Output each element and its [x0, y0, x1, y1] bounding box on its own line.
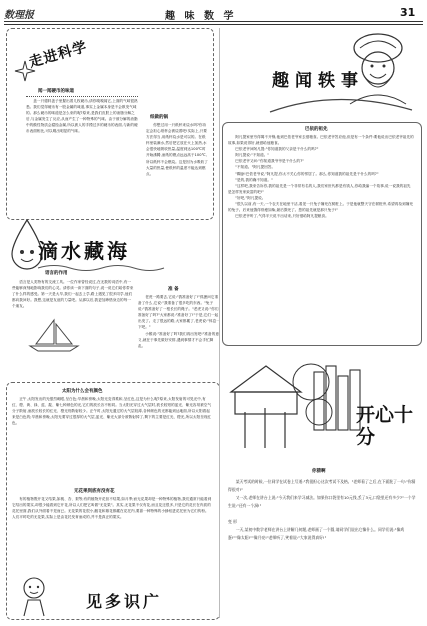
article-heading-fig: 无花果到底有没有花 [74, 489, 115, 494]
article-body-language: 语言是人类特有的交流工具。一位作家曾经说过,在无数的词语中,有一些能够深刻地影响我们的心灵。请你读一读下面的句子,说一说它们给你带来了什么样的感受。第一天是大早,我们一起去上学,路上遇见了很多同学,他们都向我问好。我想,这就是友谊的力量吧。从那以后,我更加珍惜身边的每一个朋友。 [12, 280, 134, 309]
fun-story-title-curve [266, 88, 416, 122]
article-heading-sun-color: 太阳为什么会有颜色 [62, 389, 103, 394]
article-body-bayi-ancestor: 阿凡提家里穷得揭不开锅,他到巴依老爷家去借粮食。巴依老爷答应他,但是有一个条件:要他说出巴依老爷祖先的故事,如果说得好,就借给他粮食。 巴依老爷问阿凡提:"你知道我的父亲是干什么的吗?" 阿凡提说:"不知道。" 巴依老爷又问:"你知道我爷爷是干什么的?" "不知道。"阿凡提回答。 "糊涂!巴依老爷说,"阿凡提,你太不关心你的邻居了。那么,你知道我的祖先是干什么的吗?" "是的,我的确不知道。" "这样吧,我来告诉你,我的祖先是一个非常有名的人,我们家世代都是有钱人,你给我编一个故事,说一说我的祖先是怎样发家致富的吧!" "好吧,"阿凡提说。 "很久以前,有一天,一个农夫在地里干活,看见一只兔子撞死在树桩上。于是他就整天守在树桩旁,希望再捡到撞死的兔子。后来他饿得骨瘦如柴,最后饿死了。您的祖先就是那只兔子!" 巴依老爷听了,气得半天说不出话来,只好借给阿凡提粮食。 [228, 135, 414, 219]
happy-section-title: 开心十分 [356, 404, 414, 448]
article-heading-coin-smell: 闻一闻硬币的味道 [38, 89, 74, 94]
newspaper-title: 数理报 [4, 10, 34, 21]
header-rule-thin [4, 24, 423, 25]
sailboat-icon [24, 318, 84, 356]
article-heading-language: 语言的作用 [45, 271, 68, 276]
column-rule [219, 28, 220, 618]
spark-icon [14, 60, 36, 86]
article-body-guess: 某天考试的时候,一位同学在试卷上写道:"我很担心这次考试不及格。"老师看了之后,在下面批了一句:"你猜得很对!" 又一次,老师在讲台上说:"今天我们来学习减法。如果你口袋里有10元钱,丢了3元,口袋里还有多少?"一个学生说:"还有一个洞!" 变 形 一天,某初中数学老师在讲台上讲解几何题,老师画了一个圆,请同学们说出它像什么。同学们说:"像鸡蛋!""像太阳!""像月亮!"老师听了,笑着说:"大家说得真好!" [228, 479, 416, 540]
books-icon [312, 362, 362, 436]
divider [26, 96, 138, 97]
article-body-coin-smell: 盖一只德料盖子里握出着几枚硬币,请你嗅嗅闻它,上面的气味很熟悉。我们觉得硬币有一股金属的味道,事实上金属本身是不会散发气味的。那么硬币的味道是怎么来的呢?原来,是我们皮肤上的油脂分解之后,与金属发生了反应,从而产生了一种特殊的气味。由于被分解的油脂中的酸性物质会腐蚀金属,所以被人的手摸过多的硬币的表面,与新的硬币表面相比,可以嗅出明显的气味。 [26, 99, 138, 134]
article-heading-guess: 你猜啊 [312, 469, 326, 474]
article-heading-bayi-ancestor: 巴依的祖先 [305, 127, 328, 132]
page-number: 31 [400, 6, 416, 19]
section-title: 趣 味 数 学 [165, 11, 237, 22]
header-rule [4, 21, 423, 22]
article-body-lead [144, 32, 206, 84]
science-section-title: 走进科学 [27, 39, 90, 71]
cartoon-boy-icon [14, 574, 54, 622]
article-body-fig: 有的植物既开花又结果,如桃、杏、梨等;有的植物开花但不结果,如月季;而无花果却是一种特殊的植物,我们通常只能看到它结出的果实,却很少能看到它开花,所以人们把它叫做"无花果"。其实,无花果不仅有花,而且花还很多,只是它的花长在肉质的花托里面,我们从外面看不见而已。无花果的花很小,雌花和雄花都藏在花托内,要靠一种特殊的小蜂钻进花托里为它们传粉。人们平时吃的无花果,实际上是由花托发育而成的,并不是真正的果实。 [12, 497, 212, 520]
drop-section-title: 滴水藏海 [38, 239, 130, 263]
article-body-paper-pot: 你想过用一只纸杯来烧水吗?你肯定会担心纸杯会被烧着吧!实际上,只要方法得当,用纸杯烧水是可以的。在纸杯里装满水,然后把它放在火上加热,水会很快地吸收热量,温度到达100℃时开始沸腾,而纸的燃点远远高于100℃,所以纸杯不会燃烧。这是因为水吸收了大量的热量,使纸杯的温度不能达到燃点。 [146, 123, 208, 176]
fun-story-section-title: 趣闻轶事 [272, 71, 364, 91]
article-body-prepare: 老虎一路要去,它说:"我准备好了!"狐狸问它准备了什么,它说:"我准备了很多吃的东西。"兔子说:"我准备好了一根长长的绳子。"老虎又说:"你们准备好了吗?"大家都说:"准备好了!"于是,它们一起出发了。走了很远的路,大家都累了,老虎说:"休息一下吧。" 小猴说:"准备好了吗?我们再出发吧!"准备的意义,就在于事先做好安排,遇到事情才不会手忙脚乱。 [138, 295, 220, 348]
knowledge-section-title: 见多识广 [86, 592, 163, 611]
article-heading-paper-pot: 纸做的锅 [150, 115, 168, 120]
article-body-sun-color: 正午,太阳发出的光强烈刺眼,呈白色;早晨和傍晚,太阳光变得柔和,呈红色,这是为什么呢?原来,太阳发射的可见光中,有红、橙、黄、绿、蓝、靛、紫七种颜色的光,它们的波长各不相同。当太阳光穿过大气层时,波长较短的蓝光、紫光容易被空气分子散射,而波长较长的红光、橙光则散射较少。正午时,太阳光通过的大气层较薄,各种颜色的光都能到达地面,所以太阳看起来是白色的;早晨和傍晚,太阳光要穿过很厚的大气层,蓝光、紫光大部分被散射掉了,剩下的主要是红光、橙光,所以太阳呈现红色。 [12, 397, 212, 426]
article-heading-prepare: 准 备 [168, 287, 179, 292]
article-body-intro [142, 242, 216, 276]
